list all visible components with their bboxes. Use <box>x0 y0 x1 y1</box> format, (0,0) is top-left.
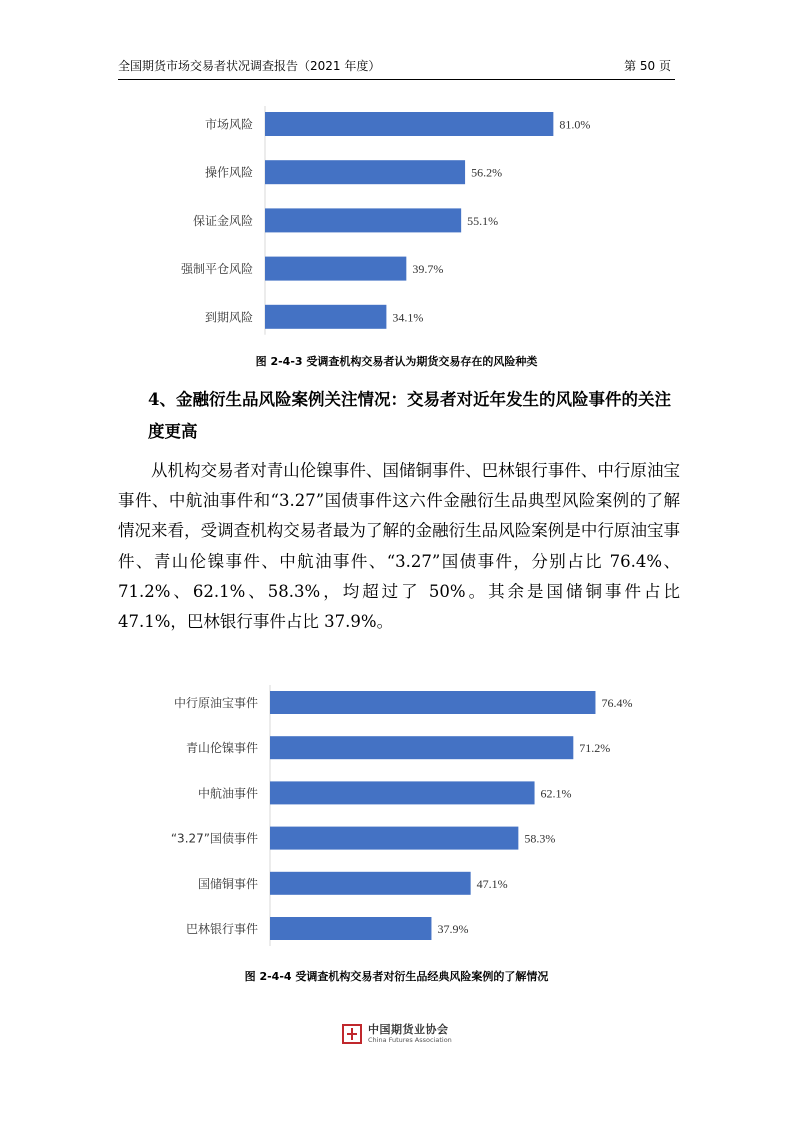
footer-org-en: China Futures Association <box>368 1036 452 1045</box>
category-label: 国储铜事件 <box>197 876 258 891</box>
data-label: 55.1% <box>467 213 499 228</box>
header-title: 全国期货市场交易者状况调查报告（2021 年度） <box>118 59 381 73</box>
category-label: 操作风险 <box>204 165 253 180</box>
category-label: 强制平仓风险 <box>180 262 253 277</box>
category-label: 到期风险 <box>204 310 253 325</box>
category-label: 青山伦镍事件 <box>185 741 258 756</box>
category-label: 保证金风险 <box>192 213 253 228</box>
data-label: 37.9% <box>437 922 469 936</box>
category-label: 中行原油宝事件 <box>173 696 258 710</box>
bar <box>265 257 406 281</box>
bar <box>270 781 535 804</box>
category-label: 市场风险 <box>204 117 253 132</box>
category-label: 巴林银行事件 <box>185 922 258 936</box>
bar <box>265 208 461 232</box>
bar <box>265 305 386 329</box>
header-divider <box>118 79 675 80</box>
figure-caption-2-4-3: 图 2-4-3 受调查机构交易者认为期货交易存在的风险种类 <box>255 355 538 368</box>
page-number: 第 50 页 <box>624 59 671 73</box>
body-paragraph: 从机构交易者对青山伦镍事件、国储铜事件、巴林银行事件、中行原油宝事件、中航油事件和“3.27”国债事件这六件金融衍生品典型风险案例的了解情况来看，受调查机构交易者最为了解的金融衍生品风险案例是中行原油宝事件、青山伦镍事件、中航油事件、“3.27”国债事件，分别占比 76.4%、71.2%、62.1%、58.3%，均超过了 50%。其余是国储铜事件占比 47.1%，巴林银行事件占比 37.9%。 <box>118 461 680 632</box>
bar <box>270 917 431 940</box>
data-label: 47.1% <box>476 876 508 891</box>
data-label: 71.2% <box>579 741 611 756</box>
section-heading: 4、金融衍生品风险案例关注情况：交易者对近年发生的风险事件的关注度更高 <box>148 390 671 441</box>
bar <box>265 112 553 136</box>
bar <box>270 872 471 895</box>
data-label: 39.7% <box>412 262 444 277</box>
risk-cases-bar-chart <box>0 680 793 950</box>
bar <box>265 160 465 184</box>
bar <box>270 691 595 714</box>
data-label: 81.0% <box>559 117 591 132</box>
data-label: 56.2% <box>471 165 503 180</box>
data-label: 76.4% <box>601 696 633 710</box>
figure-caption-2-4-4: 图 2-4-4 受调查机构交易者对衍生品经典风险案例的了解情况 <box>244 970 549 983</box>
cfa-logo-icon <box>342 1024 362 1044</box>
risk-types-bar-chart <box>0 100 793 340</box>
category-label: 中航油事件 <box>197 786 258 801</box>
data-label: 58.3% <box>524 831 556 846</box>
data-label: 34.1% <box>392 310 424 325</box>
footer-logo <box>342 1024 452 1044</box>
footer-org-cn: 中国期货业协会 <box>368 1023 449 1037</box>
category-label: “3.27”国债事件 <box>170 831 258 846</box>
bar <box>270 827 518 850</box>
data-label: 62.1% <box>540 786 572 801</box>
bar <box>270 736 573 759</box>
